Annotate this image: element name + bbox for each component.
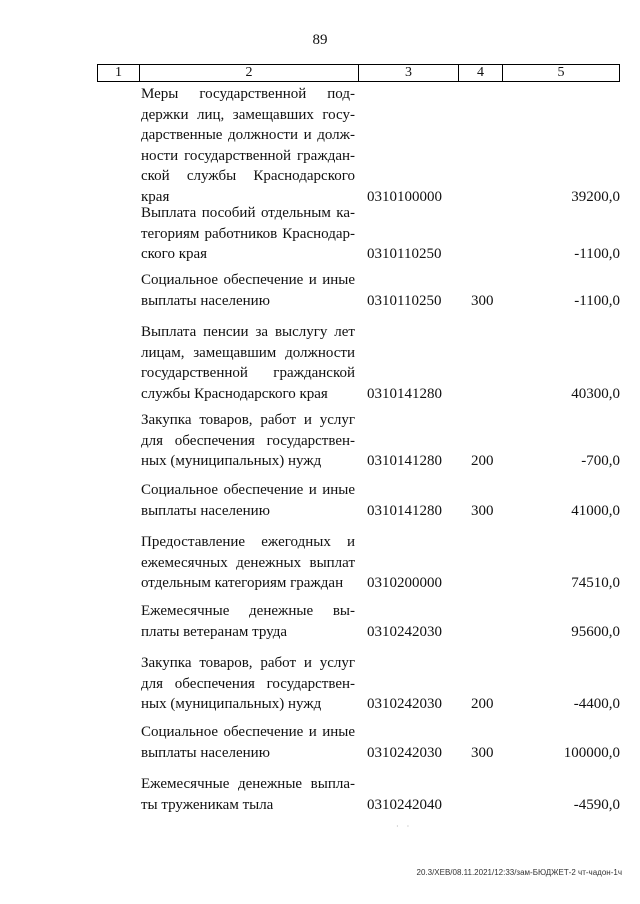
expense-type-code: 300 — [471, 292, 494, 309]
description-line: Социальное обеспечение и иные — [141, 272, 355, 288]
row-description — [141, 653, 355, 715]
table-row — [97, 653, 620, 715]
description-line: дарственные должности и долж- — [141, 127, 355, 143]
description-line: Ежемесячные денежные вы- — [141, 603, 355, 619]
description-line: Ежемесячные денежные выпла- — [141, 776, 355, 792]
table-row — [97, 532, 620, 594]
row-description — [141, 532, 355, 594]
row-description — [141, 722, 355, 763]
row-description — [141, 480, 355, 521]
classification-code: 0310100000 — [367, 188, 442, 205]
classification-code: 0310242030 — [367, 744, 442, 761]
description-line: ных (муниципальных) нужд — [141, 453, 322, 469]
table-header — [97, 64, 620, 82]
classification-code: 0310110250 — [367, 292, 442, 309]
description-line: тегориям работников Краснодар- — [141, 225, 355, 242]
description-line: Выплата пособий отдельным ка- — [141, 205, 355, 221]
description-line: ных (муниципальных) нужд — [141, 696, 322, 712]
expense-type-code: 200 — [471, 696, 494, 712]
description-line: выплаты населению — [141, 744, 270, 761]
description-line: для обеспечения государствен- — [141, 432, 355, 449]
table-row — [97, 84, 620, 207]
row-description — [141, 410, 355, 472]
description-line: Закупка товаров, работ и услуг — [141, 655, 355, 671]
amount-value: -4400,0 — [573, 696, 620, 712]
classification-code: 0310110250 — [367, 246, 442, 262]
expense-type-code: 300 — [471, 502, 494, 519]
amount-value: -700,0 — [581, 453, 620, 469]
amount-value: -1100,0 — [574, 292, 620, 309]
description-line: платы ветеранам труда — [141, 623, 288, 640]
description-line: Социальное обеспечение и иные — [141, 482, 355, 498]
description-line: Меры государственной под- — [141, 86, 355, 102]
table-row — [97, 774, 620, 815]
description-line: службы Краснодарского края — [141, 385, 328, 402]
row-description — [141, 322, 355, 404]
expense-type-code: 300 — [471, 744, 494, 761]
classification-code: 0310242030 — [367, 696, 442, 712]
header-col-1: 1 — [98, 65, 140, 81]
description-line: отдельным категориям граждан — [141, 575, 344, 591]
header-col-5: 5 — [557, 65, 565, 80]
description-line: ности государственной граждан- — [141, 147, 355, 164]
description-line: выплаты населению — [141, 292, 270, 309]
amount-value: -4590,0 — [573, 796, 620, 813]
table-row — [97, 480, 620, 521]
classification-code: 0310242030 — [367, 623, 442, 640]
table-row — [97, 722, 620, 763]
amount-value: -1100,0 — [574, 246, 620, 262]
row-description — [141, 774, 355, 815]
table-row — [97, 270, 620, 311]
description-line: для обеспечения государствен- — [141, 675, 355, 692]
classification-code: 0310200000 — [367, 575, 442, 591]
description-line: Предоставление ежегодных и — [141, 534, 355, 550]
header-col-4: 4 — [459, 65, 503, 81]
table-row — [97, 410, 620, 472]
amount-value: 40300,0 — [571, 385, 620, 402]
description-line: Социальное обеспечение и иные — [141, 724, 355, 740]
row-description — [141, 203, 355, 265]
row-description — [141, 84, 355, 207]
table-row — [97, 322, 620, 404]
description-line: государственной гражданской — [141, 365, 355, 381]
description-line: лицам, замещавшим должности — [141, 344, 355, 361]
description-line: выплаты населению — [141, 502, 270, 519]
amount-value: 95600,0 — [571, 623, 620, 640]
classification-code: 0310242040 — [367, 796, 442, 813]
amount-value: 41000,0 — [571, 502, 620, 519]
page-number: 89 — [312, 32, 328, 48]
amount-value: 100000,0 — [563, 744, 620, 761]
description-line: ты труженикам тыла — [141, 796, 274, 813]
header-col-3: 3 — [359, 65, 459, 81]
description-line: Закупка товаров, работ и услуг — [141, 412, 355, 428]
description-line: ского края — [141, 246, 208, 262]
amount-value: 39200,0 — [571, 188, 620, 205]
description-line: держки лиц, замещавших госу- — [141, 106, 355, 123]
row-description — [141, 601, 355, 642]
classification-code: 0310141280 — [367, 502, 442, 519]
description-line: края — [141, 188, 170, 205]
amount-value: 74510,0 — [571, 575, 620, 591]
description-line: ской службы Краснодарского — [141, 168, 355, 184]
footer-filename: 20.3/XEB/08.11.2021/12:33/зам-БЮДЖЕТ-2 чт-чадон-1ч — [416, 868, 622, 877]
classification-code: 0310141280 — [367, 453, 442, 469]
expense-type-code: 200 — [471, 453, 494, 469]
header-col-2: 2 — [140, 65, 359, 81]
classification-code: 0310141280 — [367, 385, 442, 402]
description-line: ежемесячных денежных выплат — [141, 554, 355, 571]
row-description — [141, 270, 355, 311]
table-row — [97, 203, 620, 265]
scan-specks: · · — [396, 822, 413, 831]
table-row — [97, 601, 620, 642]
description-line: Выплата пенсии за выслугу лет — [141, 324, 355, 340]
